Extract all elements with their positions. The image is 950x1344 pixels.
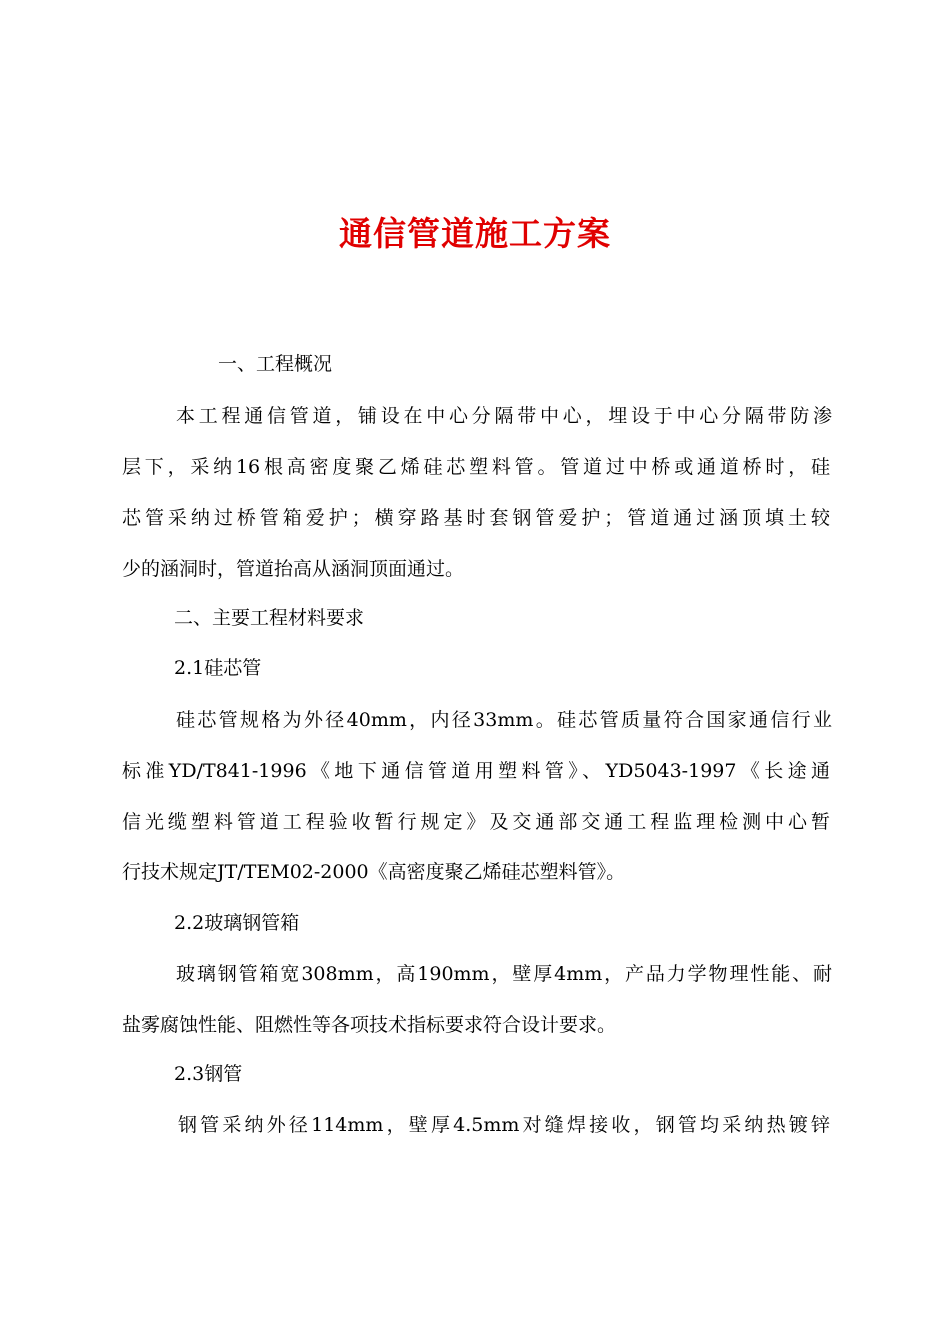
subsection-heading-silicon-pipe: 2.1硅芯管 — [174, 657, 262, 679]
paragraph-line: 层下，采纳16根高密度聚乙烯硅芯塑料管。管道过中桥或通道桥时，硅 — [122, 456, 830, 478]
paragraph-line: 盐雾腐蚀性能、阻燃性等各项技术指标要求符合设计要求。 — [122, 1014, 617, 1036]
subsection-heading-fiberglass-box: 2.2玻璃钢管箱 — [174, 912, 300, 934]
paragraph-line: 本工程通信管道，铺设在中心分隔带中心，埋设于中心分隔带防渗 — [176, 405, 832, 427]
section-heading-materials: 二、主要工程材料要求 — [174, 607, 365, 629]
paragraph-line: 硅芯管规格为外径40mm，内径33mm。硅芯管质量符合国家通信行业 — [176, 709, 832, 731]
subsection-heading-steel-pipe: 2.3钢管 — [174, 1063, 243, 1085]
paragraph-line: 芯管采纳过桥管箱爱护；横穿路基时套钢管爱护；管道通过涵顶填土较 — [122, 507, 830, 529]
paragraph-line: 钢管采纳外径114mm，壁厚4.5mm对缝焊接收，钢管均采纳热镀锌 — [178, 1114, 830, 1136]
paragraph-line: 少的涵洞时，管道抬高从涵洞顶面通过。 — [122, 558, 465, 580]
paragraph-line: 玻璃钢管箱宽308mm，高190mm，壁厚4mm，产品力学物理性能、耐 — [176, 963, 832, 985]
paragraph-line: 行技术规定JT/TEM02-2000《高密度聚乙烯硅芯塑料管》。 — [122, 861, 626, 883]
paragraph-line: 标准YD/T841-1996《地下通信管道用塑料管》、YD5043-1997《长途通 — [122, 760, 830, 782]
document-title: 通信管道施工方案 — [339, 214, 611, 253]
section-heading-overview: 一、工程概况 — [218, 353, 333, 375]
paragraph-line: 信光缆塑料管道工程验收暂行规定》及交通部交通工程监理检测中心暂 — [122, 811, 830, 833]
